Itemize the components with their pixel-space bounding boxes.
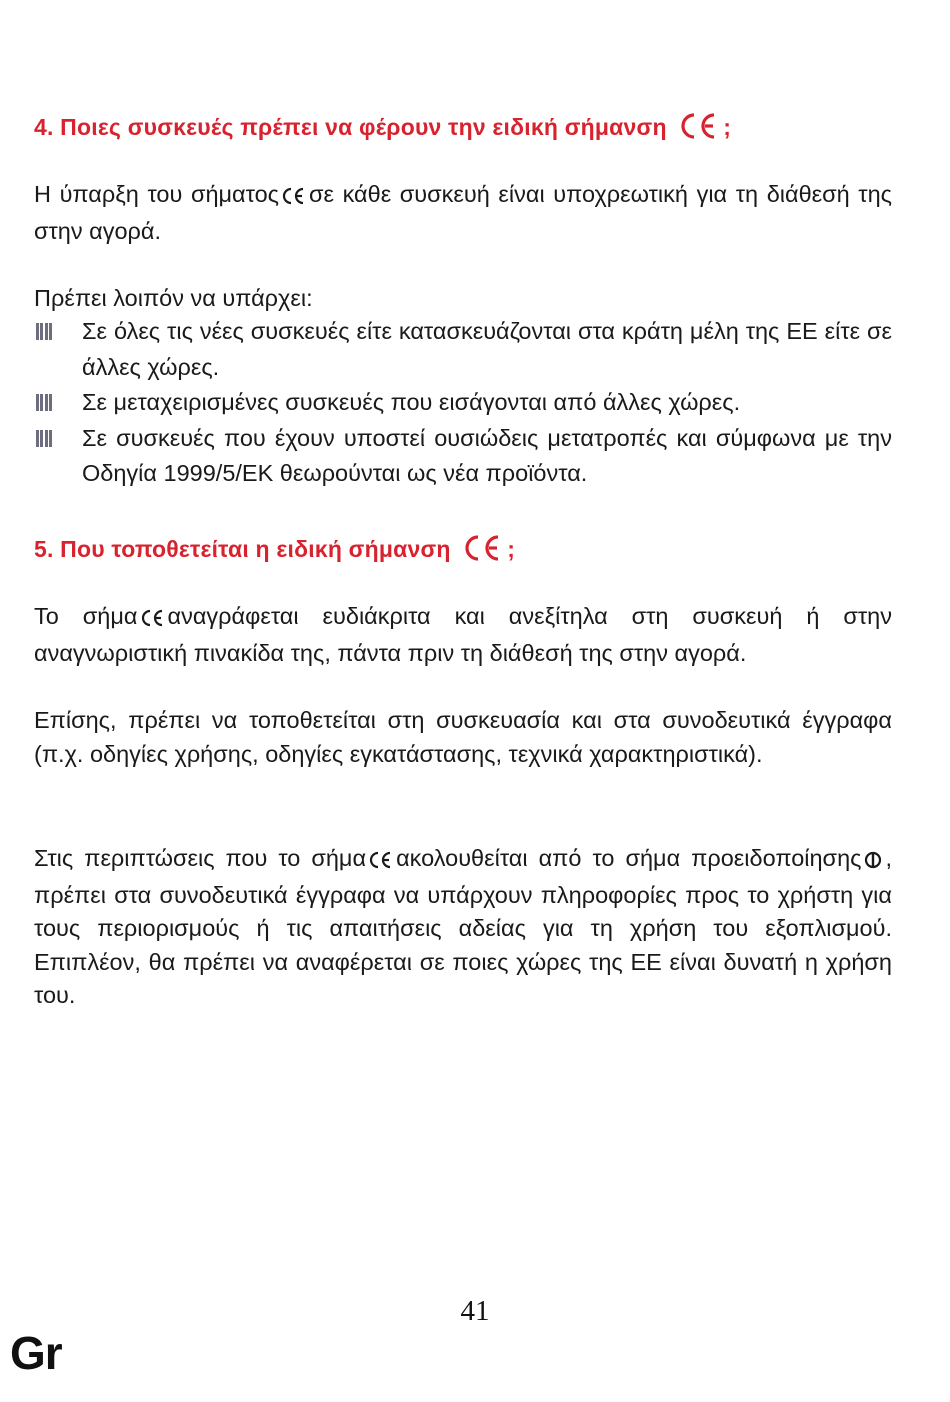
section-5-paragraph-1 — [34, 600, 892, 670]
paragraph-text: Στις περιπτώσεις που το σήμα — [34, 845, 367, 871]
ce-mark-icon — [141, 603, 165, 637]
class2-warning-icon — [864, 845, 882, 879]
section-4-heading — [34, 112, 731, 146]
section-4-heading-suffix: ; — [723, 114, 732, 141]
section-5-heading-suffix: ; — [507, 536, 516, 563]
section-4-bullet-list — [34, 314, 892, 492]
paragraph-text: Η ύπαρξη του σήματος — [34, 181, 279, 207]
triple-bar-bullet-icon — [36, 323, 52, 340]
list-item-text: Σε όλες τις νέες συσκευές είτε κατασκευάζονται στα κράτη μέλη της ΕΕ είτε σε άλλες χώρες. — [82, 318, 892, 380]
section-4-intro: Πρέπει λοιπόν να υπάρχει: — [34, 285, 313, 311]
triple-bar-bullet-icon — [36, 430, 52, 447]
paragraph-text: , πρέπει στα συνοδευτικά έγγραφα να υπάρχουν πληροφορίες προς το χρήστη για τους περιορισμούς ή τις απαιτήσεις αδείας για τη χρήση του εξοπλισμού. Επιπλέον, θα πρέπει να αναφέρεται σε ποιες χώρες της ΕΕ είναι δυνατή η χρήση του. — [34, 845, 892, 1008]
ce-mark-icon — [369, 845, 393, 879]
ce-mark-icon — [282, 181, 306, 215]
section-5-paragraph-2: Επίσης, πρέπει να τοποθετείται στη συσκευασία και στα συνοδευτικά έγγραφα (π.χ. οδηγίες χρήσης, οδηγίες εγκατάστασης, τεχνικά χαρακτηριστικά). — [34, 707, 892, 767]
ce-mark-icon — [679, 112, 723, 146]
list-item — [34, 421, 892, 492]
paragraph-text: Το σήμα — [34, 603, 138, 629]
paragraph-text: αναγράφεται ευδιάκριτα και ανεξίτηλα στη συσκευή ή στην αναγνωριστική πινακίδα της, πάντα πριν τη διάθεσή της στην αγορά. — [34, 603, 893, 666]
list-item — [34, 385, 892, 421]
list-item-text: Σε μεταχειρισμένες συσκευές που εισάγονται από άλλες χώρες. — [82, 389, 741, 415]
triple-bar-bullet-icon — [36, 394, 52, 411]
section-5-heading-text: 5. Που τοποθετείται η ειδική σήμανση — [34, 536, 451, 563]
paragraph-text: σε κάθε συσκευή είναι υποχρεωτική για τη διάθεσή της στην αγορά. — [34, 181, 892, 244]
list-item-text: Σε συσκευές που έχουν υποστεί ουσιώδεις μετατροπές και σύμφωνα με την Οδηγία 1999/5/ΕΚ θεωρούνται ως νέα προϊόντα. — [82, 424, 892, 486]
list-item — [34, 314, 892, 385]
section-5-paragraph-3 — [34, 842, 892, 1013]
language-tag: Gr — [10, 1327, 62, 1379]
paragraph-text: ακολουθείται από το σήμα προειδοποίησης — [396, 845, 862, 871]
ce-mark-icon — [463, 534, 507, 568]
section-4-paragraph-1 — [34, 178, 892, 248]
page-number: 41 — [460, 1295, 490, 1327]
section-5-heading — [34, 534, 515, 568]
section-4-heading-text: 4. Ποιες συσκευές πρέπει να φέρουν την ειδική σήμανση — [34, 114, 667, 141]
